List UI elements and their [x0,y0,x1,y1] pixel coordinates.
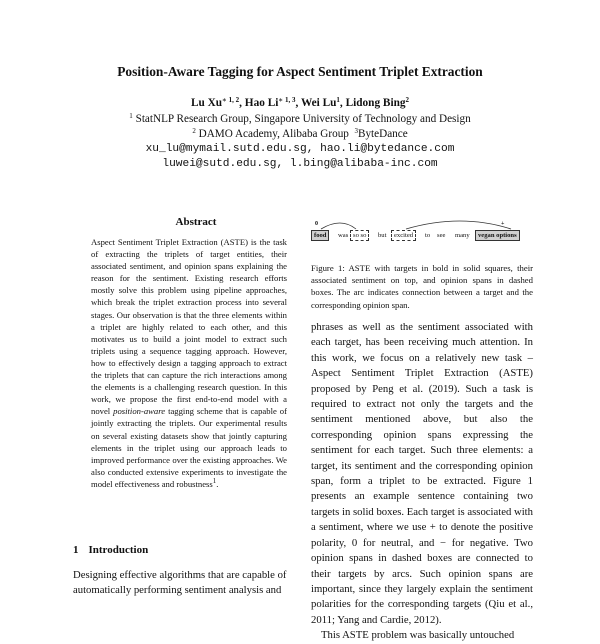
token-opinion: so so [350,230,369,241]
section-number: 1 [73,544,79,556]
author-affil-mark: ∗ 1, 3 [278,96,296,104]
right-column-text [311,320,533,644]
token: see [437,232,446,239]
right-column-last-line: This ASTE problem was basically untouched [321,629,515,642]
affil-mark: 2 [192,127,196,135]
token-opinion: excited [391,230,416,241]
affil-text: ByteDance [357,128,408,140]
token-target: food [311,230,329,241]
author-affil-mark: 2 [405,96,410,104]
token: many [455,232,470,239]
figure-1 [311,215,534,259]
figure-caption: Figure 1: ASTE with targets in bold in solid squares, their associated sentiment on top, and opinion spans in dashed boxes. The arc indicates connection between a target and the corresponding opinion span. [311,263,533,310]
token: was [338,232,349,239]
author-name: Hao Li [244,97,279,109]
token: to [425,232,431,239]
polarity-neutral: 0 [315,221,318,227]
section-title: Introduction [88,544,149,556]
token: but [378,232,387,239]
affil-mark: 1 [129,112,133,120]
affiliation-1 [0,113,600,125]
token-target: vegan options [475,230,520,241]
right-column-paragraph: phrases as well as the sentiment associated with each target, has been receiving much attention. In this work, we focus on a relatively new task – Aspect Sentiment Triplet Extraction (ASTE) proposed by Peng et al. (2019). Such a task is required to extract not only the targets and the sentiment mentioned above, but also the corresponding opinion spans expressing the sentiment for each target. Such three elements: a target, its sentiment and the corresponding opinion span, form a triplet to be extracted. Figure 1 presents an example sentence containing two targets in solid boxes. Each target is associated with a sentiment, where we use + to denote the positive polarity, 0 for neutral, and − for negative. Two opinion spans in dashed boxes are connected to their targets by arcs. Such opinion spans are important, since they largely explain the sentiment polarities for the corresponding targets (Qiu et al., 2011; Yang and Cardie, 2012). [311,321,533,626]
affil-text: DAMO Academy, Alibaba Group [198,128,349,140]
polarity-positive: + [501,221,505,227]
abstract-body: Aspect Sentiment Triplet Extraction (ASTE) is the task of extracting the triplets of target entities, their associated sentiment, and opinion spans explaining the reason for the sentiment. Existing research efforts mostly solve this problem using pipeline approaches, which break the triplet extraction process into several stages. Our observation is that the three elements within a triplet are highly related to each other, and this motivates us to build a joint model to extract such triplets using a sequence tagging approach. However, how to effectively design a tagging approach to extract the triplets that can capture the rich interactions among the elements is a challenging research question. In this work, we propose the first end-to-end model with a novel position-aware tagging scheme that is capable of jointly extracting the triplets. Our experimental results on several existing datasets show that jointly capturing elements in the triplet using our approach leads to improved performance over the existing approaches. We also conducted extensive experiments to investigate the model effectiveness and robustness$^1$. [91,237,287,489]
arc-food-soso [321,223,356,229]
paper-title: Position-Aware Tagging for Aspect Sentiment Triplet Extraction [117,64,483,79]
author-name: Wei Lu [300,97,337,109]
affiliation-2 [0,128,600,140]
email-line-2: luwei@sutd.edu.sg, l.bing@alibaba-inc.com [162,158,438,170]
author-name: Lu Xu [190,97,223,109]
author-name: Lidong Bing [345,97,406,109]
arc-excited-options [406,221,511,229]
affil-text: StatNLP Research Group, Singapore University of Technology and Design [135,113,471,125]
abstract-heading: Abstract [175,216,217,228]
author-affil-mark: 1 [336,96,340,104]
section-heading [73,544,148,556]
author-list: Lu $Xu^{∗ 1, 2}$, Hao $Li^{∗ 1, 3}$, Wei Lu$^1$, Lidong Bing$^2$ [190,96,410,109]
author-affil-mark: ∗ 1, 2 [222,96,240,104]
intro-paragraph: Designing effective algorithms that are capable of automatically performing sentiment analysis and [73,569,287,597]
email-line-1: xu_lu@mymail.sutd.edu.sg, hao.li@bytedance.com [145,143,455,155]
affil-mark: 3 [354,127,358,135]
